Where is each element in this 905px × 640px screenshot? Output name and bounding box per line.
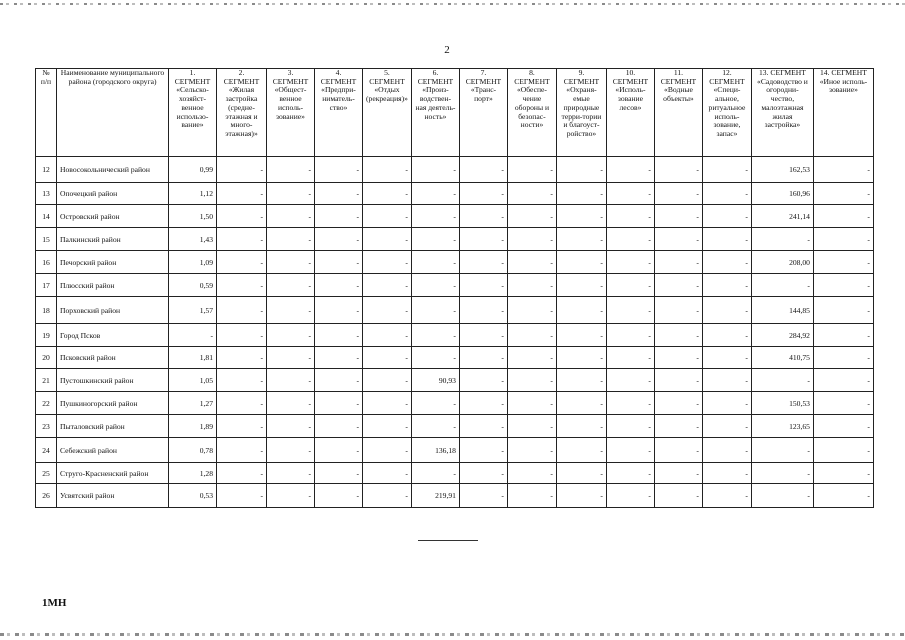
table-row bbox=[36, 297, 874, 324]
segment-value: - bbox=[556, 438, 606, 463]
segment-value: - bbox=[654, 324, 702, 347]
segment-value: 150,53 bbox=[751, 392, 813, 415]
segment-value: - bbox=[411, 347, 459, 369]
segment-value: 0,53 bbox=[169, 484, 217, 508]
table-body bbox=[36, 157, 874, 508]
segment-value: - bbox=[507, 205, 556, 228]
segment-value: - bbox=[813, 274, 873, 297]
segment-value: - bbox=[315, 228, 363, 251]
segment-value: - bbox=[267, 274, 315, 297]
segment-value: - bbox=[459, 347, 507, 369]
table-row bbox=[36, 463, 874, 484]
scan-edge-top bbox=[0, 3, 905, 5]
segment-value: - bbox=[267, 463, 315, 484]
segment-value: - bbox=[217, 392, 267, 415]
segment-value: - bbox=[217, 347, 267, 369]
segment-value: - bbox=[556, 297, 606, 324]
row-number: 15 bbox=[36, 228, 57, 251]
segment-value: - bbox=[459, 438, 507, 463]
segment-value: - bbox=[411, 183, 459, 205]
row-number: 26 bbox=[36, 484, 57, 508]
segment-value: - bbox=[411, 157, 459, 183]
segment-value: - bbox=[606, 157, 654, 183]
segment-value: 1,05 bbox=[169, 369, 217, 392]
segment-value: - bbox=[217, 251, 267, 274]
segment-value: - bbox=[459, 484, 507, 508]
segment-value: - bbox=[411, 274, 459, 297]
segment-value: - bbox=[507, 157, 556, 183]
segment-value: - bbox=[813, 205, 873, 228]
segment-value: 1,57 bbox=[169, 297, 217, 324]
segment-value: 1,28 bbox=[169, 463, 217, 484]
segment-value: - bbox=[217, 463, 267, 484]
row-number: 22 bbox=[36, 392, 57, 415]
segment-value: - bbox=[654, 392, 702, 415]
district-name: Псковский район bbox=[57, 347, 169, 369]
segment-value: - bbox=[315, 183, 363, 205]
segment-value: - bbox=[363, 251, 412, 274]
district-name: Опочецкий район bbox=[57, 183, 169, 205]
row-number: 18 bbox=[36, 297, 57, 324]
district-name: Плюсский район bbox=[57, 274, 169, 297]
segment-value: 160,96 bbox=[751, 183, 813, 205]
segment-value: - bbox=[654, 297, 702, 324]
table-row bbox=[36, 251, 874, 274]
segment-value: - bbox=[702, 205, 751, 228]
table-row bbox=[36, 392, 874, 415]
segment-value: - bbox=[606, 347, 654, 369]
table-header bbox=[36, 69, 874, 157]
segment-value: - bbox=[556, 183, 606, 205]
segment-value: - bbox=[363, 463, 412, 484]
district-name: Пушкиногорский район bbox=[57, 392, 169, 415]
segment-value: - bbox=[169, 324, 217, 347]
table-row bbox=[36, 157, 874, 183]
district-name: Островский район bbox=[57, 205, 169, 228]
segment-value: - bbox=[315, 205, 363, 228]
column-header: 12. СЕГМЕНТ «Специ-альное, ритуальное исполь-зование, запас» bbox=[702, 69, 751, 157]
segment-value: - bbox=[813, 392, 873, 415]
segment-value: - bbox=[315, 484, 363, 508]
segment-value: - bbox=[654, 484, 702, 508]
segment-value: - bbox=[459, 251, 507, 274]
scan-edge-bottom bbox=[0, 633, 905, 636]
segment-value: - bbox=[702, 183, 751, 205]
segment-value: - bbox=[267, 484, 315, 508]
row-number: 14 bbox=[36, 205, 57, 228]
segment-value: - bbox=[813, 228, 873, 251]
segment-value: - bbox=[654, 415, 702, 438]
segment-value: - bbox=[606, 251, 654, 274]
segment-value: - bbox=[363, 415, 412, 438]
segment-value: - bbox=[267, 369, 315, 392]
segment-value: - bbox=[411, 392, 459, 415]
segment-value: - bbox=[315, 297, 363, 324]
segment-value: - bbox=[813, 463, 873, 484]
segment-value: - bbox=[507, 347, 556, 369]
segment-value: - bbox=[363, 274, 412, 297]
segment-value: - bbox=[267, 228, 315, 251]
segment-value: - bbox=[813, 157, 873, 183]
segment-value: 0,99 bbox=[169, 157, 217, 183]
segment-value: - bbox=[459, 297, 507, 324]
row-number: 13 bbox=[36, 183, 57, 205]
column-header: 2. СЕГМЕНТ «Жилая застройка (средне-этажная и много-этажная)» bbox=[217, 69, 267, 157]
segment-value: 162,53 bbox=[751, 157, 813, 183]
segment-value: - bbox=[507, 297, 556, 324]
district-name: Печорский район bbox=[57, 251, 169, 274]
segment-value: - bbox=[702, 392, 751, 415]
segment-value: - bbox=[702, 438, 751, 463]
segment-value: - bbox=[606, 484, 654, 508]
segment-value: - bbox=[813, 415, 873, 438]
segment-value: 90,93 bbox=[411, 369, 459, 392]
segment-value: - bbox=[654, 205, 702, 228]
segment-value: - bbox=[217, 324, 267, 347]
column-header: 9. СЕГМЕНТ «Охраня-емые природные терри-тории и благоуст-ройство» bbox=[556, 69, 606, 157]
district-name: Пыталовский район bbox=[57, 415, 169, 438]
row-number: 16 bbox=[36, 251, 57, 274]
segment-value: - bbox=[813, 438, 873, 463]
segment-value: - bbox=[315, 274, 363, 297]
segment-value: - bbox=[654, 183, 702, 205]
segment-value: 284,92 bbox=[751, 324, 813, 347]
segment-value: - bbox=[702, 347, 751, 369]
segment-value: - bbox=[606, 205, 654, 228]
segment-value: - bbox=[751, 228, 813, 251]
segment-value: - bbox=[507, 463, 556, 484]
segment-value: 1,89 bbox=[169, 415, 217, 438]
segment-value: - bbox=[606, 392, 654, 415]
segment-value: - bbox=[556, 369, 606, 392]
segment-value: - bbox=[654, 369, 702, 392]
table-row bbox=[36, 274, 874, 297]
segment-value: - bbox=[606, 324, 654, 347]
segment-value: - bbox=[363, 347, 412, 369]
column-header: № п/п bbox=[36, 69, 57, 157]
segment-value: - bbox=[217, 484, 267, 508]
column-header: 11. СЕГМЕНТ «Водные объекты» bbox=[654, 69, 702, 157]
segment-value: 1,81 bbox=[169, 347, 217, 369]
page-number: 2 bbox=[444, 44, 450, 56]
segment-value: - bbox=[217, 438, 267, 463]
table-row bbox=[36, 228, 874, 251]
segment-value: - bbox=[813, 324, 873, 347]
segment-value: - bbox=[267, 324, 315, 347]
separator-line bbox=[418, 540, 478, 541]
segment-value: 410,75 bbox=[751, 347, 813, 369]
segment-value: - bbox=[606, 415, 654, 438]
segment-value: - bbox=[606, 369, 654, 392]
segment-value: - bbox=[363, 205, 412, 228]
row-number: 17 bbox=[36, 274, 57, 297]
segment-value: 123,65 bbox=[751, 415, 813, 438]
segment-value: - bbox=[813, 369, 873, 392]
segment-value: - bbox=[315, 415, 363, 438]
segment-value: 1,27 bbox=[169, 392, 217, 415]
segment-value: - bbox=[315, 157, 363, 183]
segment-value: 241,14 bbox=[751, 205, 813, 228]
segment-value: - bbox=[363, 484, 412, 508]
segment-value: - bbox=[556, 347, 606, 369]
segment-value: 0,59 bbox=[169, 274, 217, 297]
segment-value: - bbox=[315, 347, 363, 369]
segment-value: - bbox=[751, 463, 813, 484]
segment-value: - bbox=[813, 183, 873, 205]
segment-value: - bbox=[507, 392, 556, 415]
segment-value: - bbox=[813, 484, 873, 508]
segment-value: - bbox=[315, 369, 363, 392]
column-header: 7. СЕГМЕНТ «Транс-порт» bbox=[459, 69, 507, 157]
table-row bbox=[36, 205, 874, 228]
segment-value: - bbox=[411, 297, 459, 324]
segment-value: - bbox=[267, 297, 315, 324]
segment-value: - bbox=[363, 157, 412, 183]
segment-value: - bbox=[702, 274, 751, 297]
segment-value: - bbox=[267, 438, 315, 463]
segment-value: - bbox=[459, 205, 507, 228]
table-row bbox=[36, 484, 874, 508]
segment-value: - bbox=[507, 369, 556, 392]
segment-value: - bbox=[459, 183, 507, 205]
segment-value: 1,50 bbox=[169, 205, 217, 228]
segment-value: - bbox=[459, 463, 507, 484]
segment-value: - bbox=[411, 251, 459, 274]
column-header: 14. СЕГМЕНТ «Иное исполь-зование» bbox=[813, 69, 873, 157]
segment-value: 1,09 bbox=[169, 251, 217, 274]
segment-value: - bbox=[813, 251, 873, 274]
district-name: Палкинский район bbox=[57, 228, 169, 251]
segment-value: - bbox=[702, 297, 751, 324]
segment-value: - bbox=[217, 157, 267, 183]
segment-value: - bbox=[411, 324, 459, 347]
segment-value: - bbox=[556, 157, 606, 183]
segment-value: - bbox=[606, 438, 654, 463]
segment-value: - bbox=[363, 228, 412, 251]
segment-value: 1,43 bbox=[169, 228, 217, 251]
segment-value: - bbox=[702, 324, 751, 347]
segment-value: - bbox=[315, 438, 363, 463]
district-name: Себежский район bbox=[57, 438, 169, 463]
segment-value: 219,91 bbox=[411, 484, 459, 508]
row-number: 23 bbox=[36, 415, 57, 438]
segment-value: - bbox=[217, 369, 267, 392]
segment-value: - bbox=[217, 274, 267, 297]
segment-value: - bbox=[459, 415, 507, 438]
column-header: 13. СЕГМЕНТ «Садоводство и огородни-чество, малоэтажная жилая застройка» bbox=[751, 69, 813, 157]
segment-value: - bbox=[556, 251, 606, 274]
segment-value: - bbox=[411, 415, 459, 438]
segment-value: - bbox=[556, 415, 606, 438]
segment-value: - bbox=[556, 484, 606, 508]
segment-value: - bbox=[411, 228, 459, 251]
segment-value: - bbox=[606, 297, 654, 324]
segment-value: - bbox=[217, 415, 267, 438]
column-header: 10. СЕГМЕНТ «Исполь-зование лесов» bbox=[606, 69, 654, 157]
segment-value: - bbox=[556, 463, 606, 484]
column-header: 8. СЕГМЕНТ «Обеспе-чение обороны и безопас-ности» bbox=[507, 69, 556, 157]
segment-value: - bbox=[654, 463, 702, 484]
segment-value: - bbox=[654, 157, 702, 183]
segment-value: - bbox=[267, 183, 315, 205]
column-header: 3. СЕГМЕНТ «Общест-венное исполь-зование» bbox=[267, 69, 315, 157]
segment-value: - bbox=[702, 463, 751, 484]
row-number: 25 bbox=[36, 463, 57, 484]
segment-table bbox=[35, 68, 874, 508]
segment-value: - bbox=[702, 369, 751, 392]
segment-value: - bbox=[654, 438, 702, 463]
segment-value: - bbox=[751, 438, 813, 463]
column-header: 1. СЕГМЕНТ «Сельско-хозяйст-венное использо-вание» bbox=[169, 69, 217, 157]
segment-value: - bbox=[315, 324, 363, 347]
segment-value: - bbox=[459, 157, 507, 183]
segment-value: - bbox=[363, 324, 412, 347]
segment-value: - bbox=[217, 205, 267, 228]
segment-value: - bbox=[267, 205, 315, 228]
segment-value: - bbox=[267, 157, 315, 183]
segment-value: - bbox=[507, 228, 556, 251]
segment-value: - bbox=[315, 251, 363, 274]
segment-value: - bbox=[363, 438, 412, 463]
segment-value: 144,85 bbox=[751, 297, 813, 324]
district-name: Порховский район bbox=[57, 297, 169, 324]
segment-value: - bbox=[363, 297, 412, 324]
document-stamp: 1МН bbox=[42, 597, 67, 609]
segment-value: - bbox=[459, 274, 507, 297]
segment-value: - bbox=[507, 274, 556, 297]
table-row bbox=[36, 415, 874, 438]
segment-value: - bbox=[556, 205, 606, 228]
segment-value: - bbox=[556, 274, 606, 297]
row-number: 19 bbox=[36, 324, 57, 347]
segment-value: - bbox=[507, 484, 556, 508]
segment-value: - bbox=[315, 392, 363, 415]
district-name: Пустошкинский район bbox=[57, 369, 169, 392]
segment-value: - bbox=[813, 347, 873, 369]
column-header: 4. СЕГМЕНТ «Предпри-ниматель-ство» bbox=[315, 69, 363, 157]
segment-value: - bbox=[507, 251, 556, 274]
segment-value: - bbox=[363, 183, 412, 205]
row-number: 12 bbox=[36, 157, 57, 183]
segment-value: - bbox=[813, 297, 873, 324]
segment-value: - bbox=[751, 369, 813, 392]
segment-value: - bbox=[411, 463, 459, 484]
row-number: 24 bbox=[36, 438, 57, 463]
table-row bbox=[36, 324, 874, 347]
header-row bbox=[36, 69, 874, 157]
row-number: 21 bbox=[36, 369, 57, 392]
table-row bbox=[36, 183, 874, 205]
segment-value: - bbox=[459, 369, 507, 392]
segment-value: - bbox=[217, 228, 267, 251]
segment-value: - bbox=[606, 274, 654, 297]
segment-value: - bbox=[702, 415, 751, 438]
segment-value: - bbox=[606, 183, 654, 205]
segment-value: - bbox=[267, 392, 315, 415]
segment-value: - bbox=[606, 463, 654, 484]
segment-value: 136,18 bbox=[411, 438, 459, 463]
segment-value: - bbox=[654, 251, 702, 274]
segment-value: - bbox=[702, 251, 751, 274]
segment-value: - bbox=[507, 415, 556, 438]
segment-value: 1,12 bbox=[169, 183, 217, 205]
segment-value: - bbox=[217, 297, 267, 324]
column-header: 6. СЕГМЕНТ «Произ-водствен-ная деятель-ность» bbox=[411, 69, 459, 157]
district-name: Струго-Красненский район bbox=[57, 463, 169, 484]
segment-value: - bbox=[411, 205, 459, 228]
segment-value: - bbox=[751, 484, 813, 508]
segment-value: - bbox=[702, 484, 751, 508]
segment-value: - bbox=[459, 392, 507, 415]
segment-value: - bbox=[654, 274, 702, 297]
segment-value: - bbox=[267, 347, 315, 369]
row-number: 20 bbox=[36, 347, 57, 369]
segment-value: - bbox=[556, 324, 606, 347]
segment-value: - bbox=[507, 183, 556, 205]
segment-value: - bbox=[459, 228, 507, 251]
column-header: 5. СЕГМЕНТ «Отдых (рекреация)» bbox=[363, 69, 412, 157]
segment-value: - bbox=[654, 228, 702, 251]
segment-value: - bbox=[507, 324, 556, 347]
segment-value: - bbox=[702, 228, 751, 251]
segment-value: - bbox=[315, 463, 363, 484]
segment-value: - bbox=[267, 251, 315, 274]
segment-value: - bbox=[556, 228, 606, 251]
segment-value: - bbox=[267, 415, 315, 438]
district-name: Усвятский район bbox=[57, 484, 169, 508]
segment-value: - bbox=[654, 347, 702, 369]
segment-value: - bbox=[702, 157, 751, 183]
segment-value: - bbox=[363, 392, 412, 415]
table-row bbox=[36, 347, 874, 369]
segment-value: - bbox=[459, 324, 507, 347]
segment-value: - bbox=[363, 369, 412, 392]
segment-value: 0,78 bbox=[169, 438, 217, 463]
segment-value: - bbox=[751, 274, 813, 297]
segment-value: - bbox=[556, 392, 606, 415]
segment-value: 208,00 bbox=[751, 251, 813, 274]
table-row bbox=[36, 438, 874, 463]
district-name: Город Псков bbox=[57, 324, 169, 347]
district-name: Новосокольнический район bbox=[57, 157, 169, 183]
segment-value: - bbox=[507, 438, 556, 463]
table-row bbox=[36, 369, 874, 392]
segment-value: - bbox=[606, 228, 654, 251]
segment-value: - bbox=[217, 183, 267, 205]
column-header: Наименование муниципального района (городского округа) bbox=[57, 69, 169, 157]
